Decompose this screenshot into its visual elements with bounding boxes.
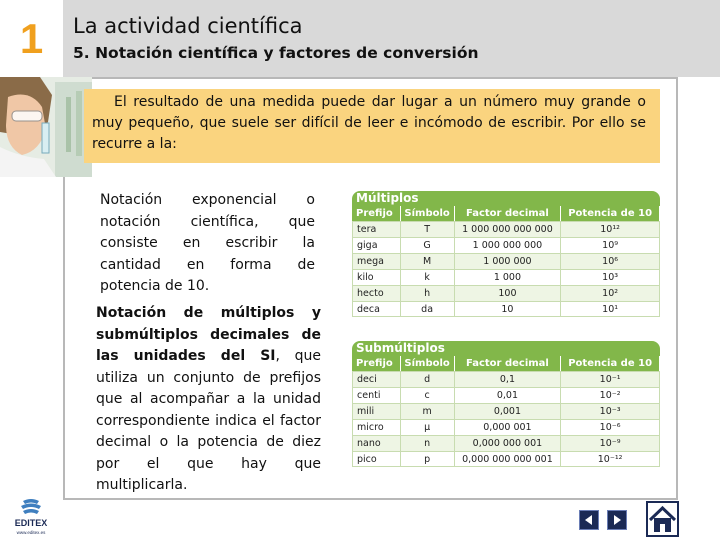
- table-row: [352, 285, 660, 301]
- intro-box: [84, 89, 660, 163]
- multiples-notation-rest: , que utiliza un conjunto de prefijos que al acompañar a la unidad correspondiente indica el factor decimal o la potencia de diez por el que hay que multiplicarla.: [96, 348, 322, 493]
- table-cell: 10⁻⁶: [561, 419, 660, 435]
- table-cell: 10⁻⁹: [561, 435, 660, 451]
- table-cell: 0,1: [455, 371, 562, 387]
- table-cell: T: [401, 221, 455, 237]
- chapter-box: [0, 0, 63, 77]
- column-header: Factor decimal: [455, 206, 562, 221]
- table-cell: G: [401, 237, 455, 253]
- submultiples-table: [352, 341, 660, 467]
- table-cell: kilo: [352, 269, 401, 285]
- table-row: [352, 371, 660, 387]
- column-header: Potencia de 10: [561, 356, 660, 371]
- table-cell: 0,000 001: [455, 419, 562, 435]
- table-cell: nano: [352, 435, 401, 451]
- table-cell: pico: [352, 451, 401, 467]
- home-icon: [648, 503, 677, 535]
- table-cell: d: [401, 371, 455, 387]
- intro-text: El resultado de una medida puede dar lugar a un número muy grande o muy pequeño, que suele ser difícil de leer e incómodo de escribir. Por ello se recurre a la:: [92, 94, 646, 152]
- table-cell: 1 000 000: [455, 253, 562, 269]
- table-cell: 10⁻¹²: [561, 451, 660, 467]
- table-cell: n: [401, 435, 455, 451]
- chapter-number: 1: [19, 14, 44, 62]
- table-cell: 10¹: [561, 301, 660, 317]
- table-row: [352, 403, 660, 419]
- column-header: Prefijo: [352, 356, 401, 371]
- table-row: [352, 451, 660, 467]
- page-title: La actividad científica: [73, 14, 303, 38]
- table-cell: 0,000 000 001: [455, 435, 562, 451]
- column-header: Prefijo: [352, 206, 401, 221]
- table-cell: 10⁻¹: [561, 371, 660, 387]
- table-row: [352, 387, 660, 403]
- table-row: [352, 221, 660, 237]
- home-button[interactable]: [646, 501, 679, 537]
- table-cell: mili: [352, 403, 401, 419]
- table-cell: 0,01: [455, 387, 562, 403]
- table-row: [352, 419, 660, 435]
- table-cell: 1 000: [455, 269, 562, 285]
- header-bar: [0, 0, 720, 77]
- table-cell: tera: [352, 221, 401, 237]
- table-cell: p: [401, 451, 455, 467]
- table-cell: mega: [352, 253, 401, 269]
- table-cell: centi: [352, 387, 401, 403]
- table-cell: 10⁹: [561, 237, 660, 253]
- multiples-table: [352, 191, 660, 317]
- table-cell: M: [401, 253, 455, 269]
- table-cell: 10⁻³: [561, 403, 660, 419]
- table-cell: k: [401, 269, 455, 285]
- table-cell: hecto: [352, 285, 401, 301]
- page-subtitle: 5. Notación científica y factores de conversión: [73, 44, 479, 62]
- table-cell: 10: [455, 301, 562, 317]
- table-cell: 1 000 000 000 000: [455, 221, 562, 237]
- table-row: [352, 253, 660, 269]
- table-cell: deca: [352, 301, 401, 317]
- table-cell: m: [401, 403, 455, 419]
- table-cell: giga: [352, 237, 401, 253]
- table-cell: μ: [401, 419, 455, 435]
- column-header: Símbolo: [401, 356, 455, 371]
- table-cell: 1 000 000 000: [455, 237, 562, 253]
- table-cell: 10²: [561, 285, 660, 301]
- table-row: [352, 269, 660, 285]
- table-row: [352, 301, 660, 317]
- column-header: Potencia de 10: [561, 206, 660, 221]
- table-cell: deci: [352, 371, 401, 387]
- arrow-right-icon: [610, 513, 624, 527]
- table-cell: c: [401, 387, 455, 403]
- logo-text: EDITEX: [14, 518, 48, 528]
- arrow-left-icon: [582, 513, 596, 527]
- table-cell: 10⁻²: [561, 387, 660, 403]
- multiples-caption: Múltiplos: [352, 191, 660, 206]
- next-button[interactable]: [607, 510, 627, 530]
- logo-url: www.editex.es: [16, 530, 46, 535]
- table-cell: h: [401, 285, 455, 301]
- column-header: Símbolo: [401, 206, 455, 221]
- table-row: [352, 435, 660, 451]
- table-cell: 100: [455, 285, 562, 301]
- table-cell: 10⁶: [561, 253, 660, 269]
- table-cell: 10³: [561, 269, 660, 285]
- table-row: [352, 237, 660, 253]
- editex-logo: [10, 497, 52, 537]
- multiples-notation-bold: Notación de múltiplos y submúltiplos decimales de las unidades del SI: [96, 305, 321, 364]
- scientific-notation-paragraph: Notación exponencial o notación científica, que consiste en escribir la cantidad en forma de potencia de 10.: [100, 192, 315, 294]
- multiples-notation-paragraph: [96, 303, 321, 497]
- scientist-photo: [0, 77, 92, 177]
- table-cell: 0,000 000 000 001: [455, 451, 562, 467]
- column-header: Factor decimal: [455, 356, 562, 371]
- submultiples-caption: Submúltiplos: [352, 341, 660, 356]
- table-cell: 0,001: [455, 403, 562, 419]
- table-cell: 10¹²: [561, 221, 660, 237]
- table-cell: micro: [352, 419, 401, 435]
- table-cell: da: [401, 301, 455, 317]
- previous-button[interactable]: [579, 510, 599, 530]
